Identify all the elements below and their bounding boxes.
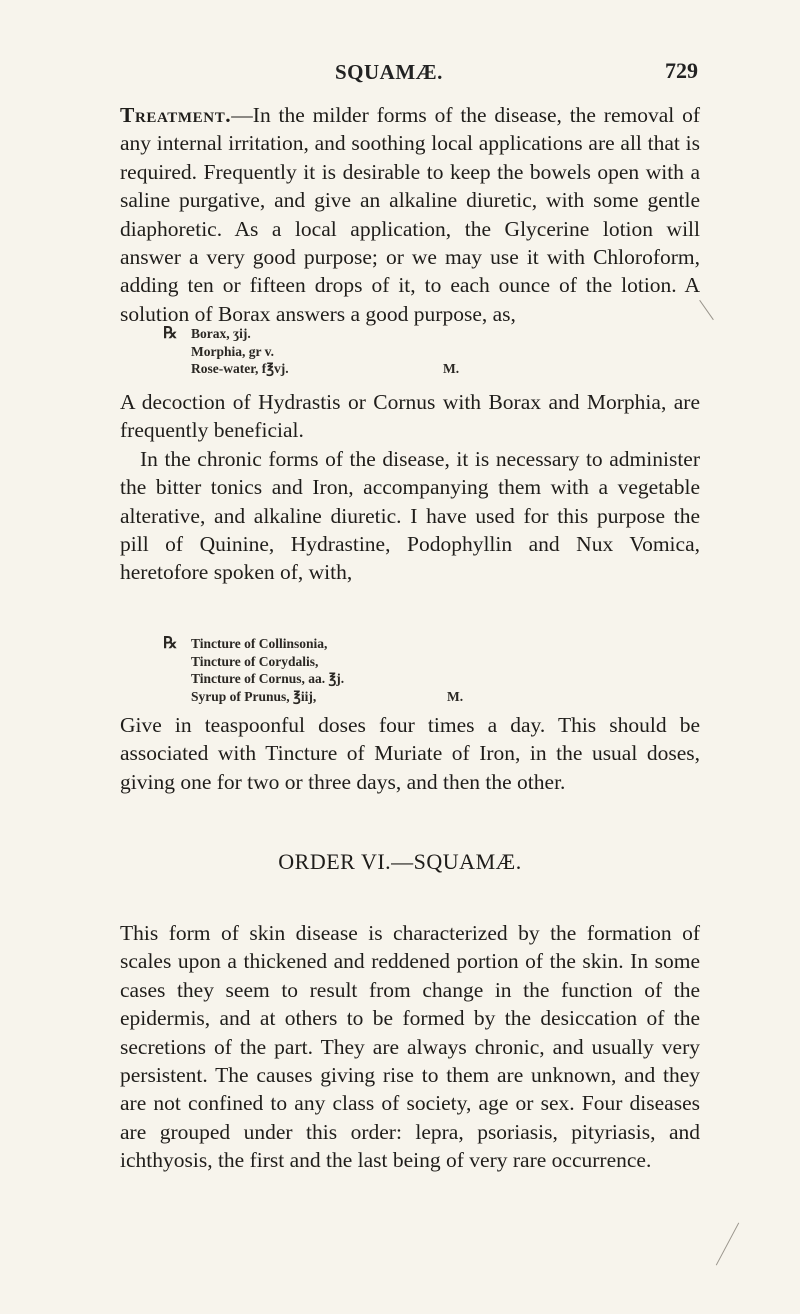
ingredient-borax: Borax, ʒij. [191, 326, 251, 341]
prescription-line [165, 688, 585, 706]
paper-crease-mark [716, 1223, 739, 1266]
treatment-paragraph [120, 101, 700, 328]
ingredient-collinsonia: Tincture of Collinsonia, [191, 636, 328, 651]
borax-prescription [165, 325, 585, 378]
ingredient-rose-water: Rose-water, f℥vj. [191, 361, 289, 376]
prescription-line [165, 635, 585, 653]
dosage-paragraph: Give in teaspoonful doses four times a day. This should be associated with Tincture of Muriate of Iron, in the usual doses, giving one for two or three days, and then the other. [120, 713, 700, 794]
rx-symbol: ℞ [163, 635, 178, 652]
section-heading: ORDER VI.—SQUAMÆ. [278, 849, 522, 874]
decoction-paragraph: A decoction of Hydrastis or Cornus with Borax and Morphia, are frequently beneficial. [120, 390, 700, 443]
prescription-line [165, 325, 585, 343]
prescription-line [165, 653, 585, 671]
prescription-line [165, 670, 585, 688]
page-header [120, 58, 700, 94]
collinsonia-prescription [165, 635, 585, 705]
treatment-lead: Treatment. [120, 103, 232, 127]
prescription-signature: M. [443, 361, 460, 376]
treatment-body: —In the milder forms of the disease, the removal of any internal irritation, and soothing local applications are all that is required. Frequently it is desirable to keep the bowels open with a saline purgative, and give an alkaline diuretic, with some gentle diaphoretic. As a local application, the Glycerine lotion will answer a very good purpose; or we may use it with Chloroform, adding ten or fifteen drops of it, to each ounce of the lotion. A solution of Borax answers a good purpose, as, [120, 103, 700, 326]
prescription-signature: M. [447, 688, 464, 704]
prescription-line [165, 343, 585, 361]
decoction-and-chronic-paragraphs [120, 388, 700, 587]
ingredient-syrup-prunus: Syrup of Prunus, ℥iij, [191, 688, 317, 704]
ingredient-corydalis: Tincture of Corydalis, [191, 653, 319, 669]
order-intro-paragraph: This form of skin disease is characterized by the formation of scales upon a thickened and reddened portion of the skin. In some cases they seem to result from change in the function of the epidermis, and at others to be formed by the desiccation of the secretions of the part. They are always chronic, and usually very persistent. The causes giving rise to them are unknown, and they are not confined to any class of society, age or sex. Four diseases are grouped under this order: lepra, psoriasis, pityriasis, and ichthyosis, the first and the last being of very rare occurrence. [120, 921, 700, 1173]
rx-symbol: ℞ [163, 325, 178, 342]
running-head: SQUAMÆ. [335, 60, 443, 84]
chronic-paragraph: In the chronic forms of the disease, it is necessary to administer the bitter tonics and Iron, accompanying them with a vegetable alterative, and alkaline diuretic. I have used for this purpose the pill of Quinine, Hydrastine, Podophyllin and Nux Vomica, heretofore spoken of, with, [120, 446, 700, 585]
ingredient-cornus: Tincture of Cornus, aa. ℥j. [191, 671, 345, 686]
paper-crease-mark [699, 300, 714, 320]
prescription-line [165, 360, 585, 378]
page-number: 729 [665, 58, 698, 83]
ingredient-morphia: Morphia, gr v. [191, 343, 275, 359]
